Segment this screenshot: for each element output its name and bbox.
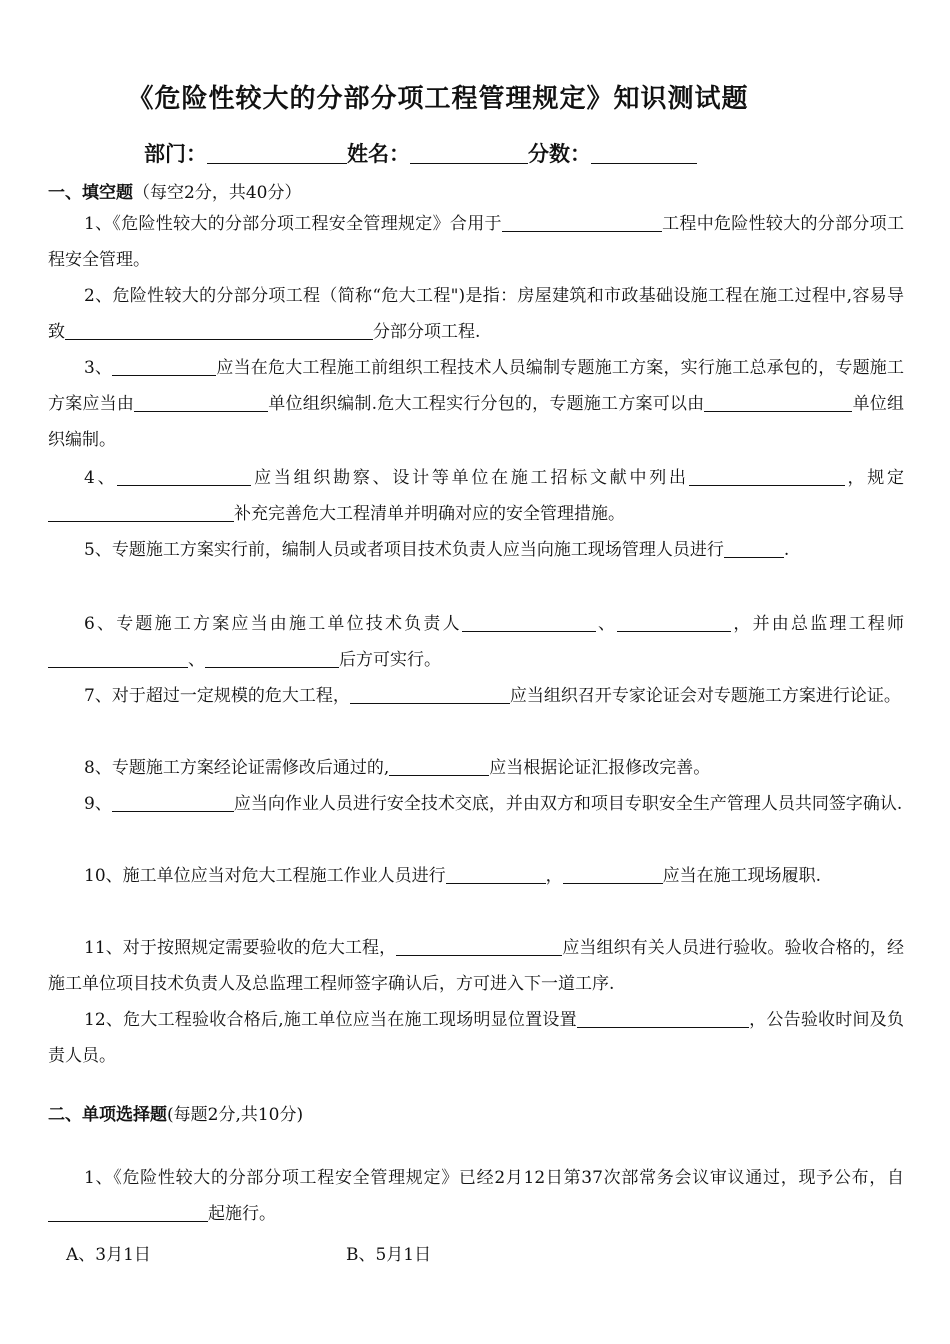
q6-blank-2[interactable] bbox=[617, 611, 731, 632]
q11-blank-1[interactable] bbox=[396, 935, 562, 956]
section-fill-in-title: 一、填空题 bbox=[48, 183, 133, 203]
q6-blank-3[interactable] bbox=[48, 647, 188, 668]
question-4: 4、 应当组织勘察、设计等单位在施工招标文献中列出 ，规定补充完善危大工程清单并明确对应的安全管理措施。 bbox=[48, 460, 904, 532]
mc1-blank-1[interactable] bbox=[48, 1201, 208, 1222]
question-12: 12、危大工程验收合格后,施工单位应当在施工现场明显位置设置 ，公告验收时间及负责人员。 bbox=[48, 1002, 904, 1074]
header-fields bbox=[144, 138, 697, 168]
q2-blank-1[interactable] bbox=[65, 319, 373, 340]
q7-blank-1[interactable] bbox=[350, 683, 510, 704]
section-single-choice bbox=[48, 1100, 303, 1125]
mc-question-1: 1、《危险性较大的分部分项工程安全管理规定》已经2月12日第37次部常务会议审议通过，现予公布，自起施行。 bbox=[48, 1160, 904, 1232]
question-8: 8、专题施工方案经论证需修改后通过的, 应当根据论证汇报修改完善。 bbox=[48, 750, 904, 786]
question-7: 7、对于超过一定规模的危大工程， 应当组织召开专家论证会对专题施工方案进行论证。 bbox=[48, 678, 904, 714]
question-1: 1、《危险性较大的分部分项工程安全管理规定》合用于 工程中危险性较大的分部分项工程安全管理。 bbox=[48, 206, 904, 278]
q4-blank-1[interactable] bbox=[117, 465, 251, 486]
name-blank[interactable] bbox=[410, 141, 528, 164]
q4-blank-2[interactable] bbox=[689, 465, 845, 486]
question-3: 3、 应当在危大工程施工前组织工程技术人员编制专题施工方案，实行施工总承包的，专题施工方案应当由 单位组织编制.危大工程实行分包的，专题施工方案可以由 单位组织编制。 bbox=[48, 350, 904, 458]
name-label: 姓名： bbox=[347, 142, 410, 166]
mc1-option-a[interactable]: A、3月1日 bbox=[66, 1245, 151, 1265]
q6-blank-1[interactable] bbox=[462, 611, 596, 632]
question-11: 11、对于按照规定需要验收的危大工程， 应当组织有关人员进行验收。验收合格的，经施工单位项目技术负责人及总监理工程师签字确认后，方可进入下一道工序. bbox=[48, 930, 904, 1002]
section-fill-in-note: （每空2分，共40分） bbox=[133, 183, 302, 203]
question-6: 6、专题施工方案应当由施工单位技术负责人 、 ，并由总监理工程师、 后方可实行。 bbox=[48, 606, 904, 678]
q3-blank-3[interactable] bbox=[704, 391, 852, 412]
section-fill-in bbox=[48, 178, 301, 203]
q1-blank-1[interactable] bbox=[502, 211, 662, 232]
q10-blank-1[interactable] bbox=[446, 863, 546, 884]
mc1-option-b[interactable]: B、5月1日 bbox=[346, 1245, 432, 1265]
q6-blank-4[interactable] bbox=[205, 647, 339, 668]
dept-blank[interactable] bbox=[207, 141, 347, 164]
question-5: 5、专题施工方案实行前，编制人员或者项目技术负责人应当向施工现场管理人员进行 . bbox=[48, 532, 904, 568]
q4-blank-3[interactable] bbox=[48, 501, 234, 522]
q12-blank-1[interactable] bbox=[577, 1007, 749, 1028]
score-blank[interactable] bbox=[591, 141, 697, 164]
q8-blank-1[interactable] bbox=[389, 755, 489, 776]
page-title: 《危险性较大的分部分项工程管理规定》知识测试题 bbox=[127, 84, 749, 114]
question-10: 10、施工单位应当对危大工程施工作业人员进行 ， 应当在施工现场履职. bbox=[48, 858, 904, 894]
question-9: 9、 应当向作业人员进行安全技术交底，并由双方和项目专职安全生产管理人员共同签字确认. bbox=[48, 786, 904, 822]
q3-blank-1[interactable] bbox=[112, 355, 216, 376]
question-2: 2、危险性较大的分部分项工程（简称“危大工程")是指：房屋建筑和市政基础设施工程在施工过程中,容易导致 分部分项工程. bbox=[48, 286, 904, 342]
section-single-choice-title: 二、单项选择题 bbox=[48, 1105, 167, 1125]
dept-label: 部门： bbox=[144, 142, 207, 166]
q3-blank-2[interactable] bbox=[134, 391, 268, 412]
q9-blank-1[interactable] bbox=[112, 791, 234, 812]
score-label: 分数： bbox=[528, 142, 591, 166]
section-single-choice-note: (每题2分,共10分) bbox=[167, 1105, 304, 1125]
q10-blank-2[interactable] bbox=[563, 863, 663, 884]
q5-blank-1[interactable] bbox=[724, 537, 784, 558]
